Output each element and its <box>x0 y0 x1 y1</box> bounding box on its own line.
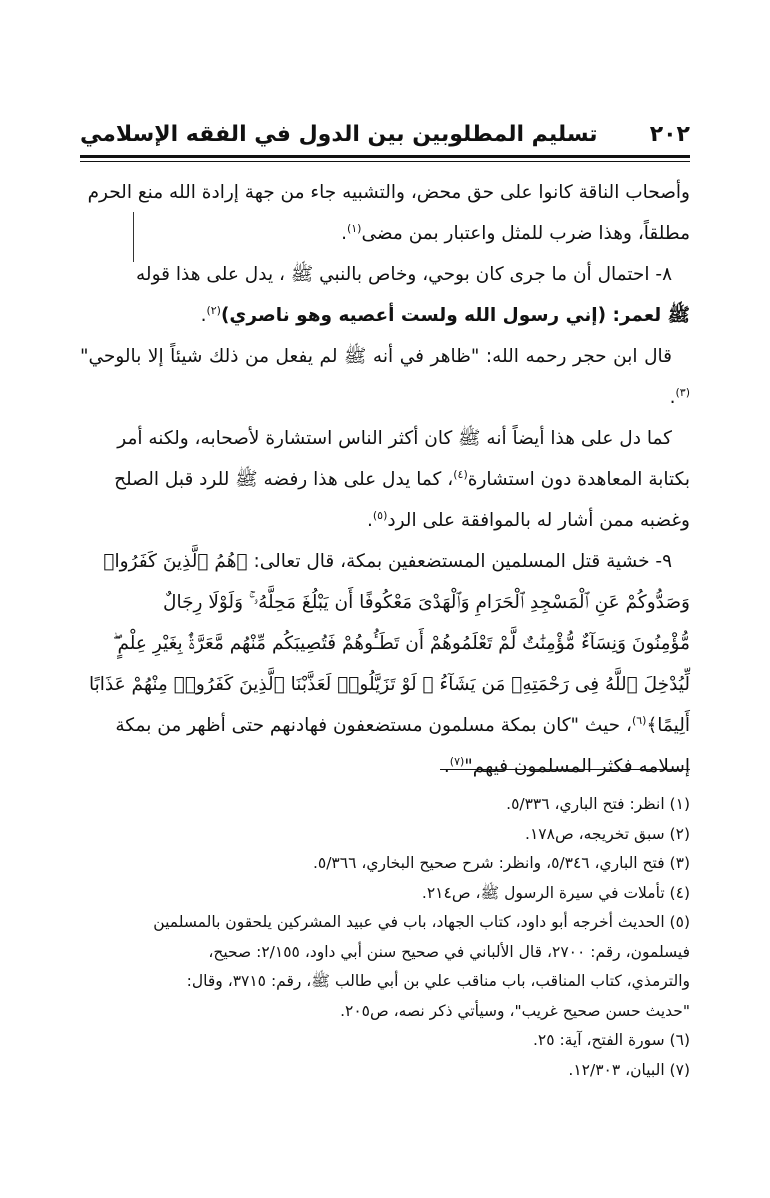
paragraph <box>80 541 690 582</box>
footnote-separator <box>440 769 690 770</box>
text-line: ٨- احتمال أن ما جرى كان بوحي، وخاص بالنبي ﷺ ، يدل على هذا قوله <box>136 264 672 285</box>
text-line: ، كما يدل على هذا رفضه ﷺ للرد قبل الصلح <box>114 469 454 490</box>
header-rule <box>80 155 690 158</box>
paragraph <box>80 254 690 295</box>
main-text <box>80 172 690 787</box>
page-header <box>80 118 690 154</box>
paragraph: ﷺ لعمر: (إني رسول الله ولست أعصيه وهو ناصري)$^{(٢)}$. <box>200 303 690 326</box>
footnote: (٣) فتح الباري، ٥/٣٤٦، وانظر: شرح صحيح البخاري، ٥/٣٦٦. <box>312 854 690 872</box>
text-line: ، حيث "كان بمكة مسلمون مستضعفون فهادنهم حتى أظهر من بمكة <box>115 715 632 736</box>
footnote: (١) انظر: فتح الباري، ٥/٣٣٦. <box>506 795 690 813</box>
text-line: قال ابن حجر رحمه الله: "ظاهر في أنه ﷺ لم يفعل من ذلك شيئاً إلا بالوحي" <box>80 346 672 367</box>
text-line: لِّيُدْخِلَ ٱللَّهُ فِى رَحْمَتِهِۦ مَن يَشَآءُ ۚ لَوْ تَزَيَّلُوا۟ لَعَذَّبْنَا ٱلَّذِينَ كَفَرُوا۟ مِنْهُمْ عَذَابًا <box>88 674 690 695</box>
text-line: ٩- خشية قتل المسلمين المستضعفين بمكة، قال تعالى: ﴿هُمُ ٱلَّذِينَ كَفَرُوا۟ <box>103 551 672 572</box>
footnote: (٢) سبق تخريجه، ص١٧٨. <box>525 824 690 843</box>
footnote-ref: (٣) <box>675 385 690 399</box>
text-line: مطلقاً، وهذا ضرب للمثل واعتبار بمن مضى <box>361 223 690 244</box>
paragraph: مطلقاً، وهذا ضرب للمثل واعتبار بمن مضى$^{(١)}$. <box>341 221 690 244</box>
text-line: وأصحاب الناقة كانوا على حق محض، والتشبيه جاء من جهة إرادة الله منع الحرم <box>87 182 690 203</box>
footnote-continuation: "حديث حسن صحيح غريب"، وسيأتي ذكر نصه، ص٢٠٥. <box>340 1001 690 1020</box>
footnote: (٦) سورة الفتح، آية: ٢٥. <box>532 1031 690 1049</box>
running-title: تسليم المطلوبين بين الدول في الفقه الإسلامي <box>80 122 598 147</box>
page-number: ٢٠٢ <box>649 122 690 147</box>
text-line: إسلامه فكثر المسلمون فيهم" <box>464 756 690 777</box>
header-rule-thin <box>80 161 690 162</box>
footnote-ref: (١) <box>346 221 362 235</box>
paragraph <box>80 418 690 459</box>
paragraph <box>80 172 690 213</box>
text-line: أَلِيمًا﴾ <box>646 715 690 736</box>
text-line: مُّؤْمِنُونَ وَنِسَآءٌ مُّؤْمِنَٰتٌ لَّمْ تَعْلَمُوهُمْ أَن تَطَـُٔوهُمْ فَتُصِيبَكُم مِّنْهُم مَّعَرَّةٌۢ بِغَيْرِ عِلْمٍ ۖ <box>112 633 690 654</box>
footnote-continuation: فيسلمون، رقم: ٢٧٠٠، قال الألباني في صحيح سنن أبي داود، ٢/١٥٥: صحيح، <box>208 942 690 961</box>
text-line: كما دل على هذا أيضاً أنه ﷺ كان أكثر الناس استشارة لأصحابه، ولكنه أمر <box>117 428 672 449</box>
footnote-ref: (٥) <box>372 508 388 522</box>
paragraph <box>80 705 690 746</box>
paragraph: قال ابن حجر رحمه الله: "ظاهر في أنه ﷺ لم يفعل من ذلك شيئاً إلا بالوحي"$^{(٣)}$. <box>80 346 690 408</box>
paragraph: وغضبه ممن أشار له بالموافقة على الرد$^{(٥)}$. <box>366 508 690 531</box>
footnote-ref: (٤) <box>453 467 468 481</box>
footnote: (٧) البيان، ١٢/٣٠٣. <box>568 1060 690 1079</box>
text-line: ﷺ لعمر: (إني رسول الله ولست أعصيه وهو ناصري) <box>220 305 690 326</box>
quran-verse <box>80 582 690 623</box>
paragraph: إسلامه فكثر المسلمون فيهم"$^{(٧)}$. <box>443 754 690 777</box>
text-line: وَصَدُّوكُمْ عَنِ ٱلْمَسْجِدِ ٱلْحَرَامِ وَٱلْهَدْىَ مَعْكُوفًا أَن يَبْلُغَ مَحِلَّهُۥ ۚ وَلَوْلَا رِجَالٌ <box>163 592 690 613</box>
paragraph <box>80 459 690 500</box>
quran-verse <box>80 664 690 705</box>
text-line: وغضبه ممن أشار له بالموافقة على الرد <box>387 510 690 531</box>
footnote: (٥) الحديث أخرجه أبو داود، كتاب الجهاد، باب في عبيد المشركين يلحقون بالمسلمين <box>153 913 690 931</box>
footnote-continuation: والترمذي، كتاب المناقب، باب مناقب علي بن أبي طالب ﷺ، رقم: ٣٧١٥، وقال: <box>186 972 690 990</box>
footnote-ref: (٧) <box>449 754 465 768</box>
footnote-ref: (٦) <box>631 713 647 727</box>
footnote: (٤) تأملات في سيرة الرسول ﷺ، ص٢١٤. <box>421 883 690 902</box>
quran-verse <box>80 623 690 664</box>
text-line: بكتابة المعاهدة دون استشارة <box>467 469 690 490</box>
footnote-ref: (٢) <box>206 303 221 317</box>
footnotes <box>80 790 690 1085</box>
